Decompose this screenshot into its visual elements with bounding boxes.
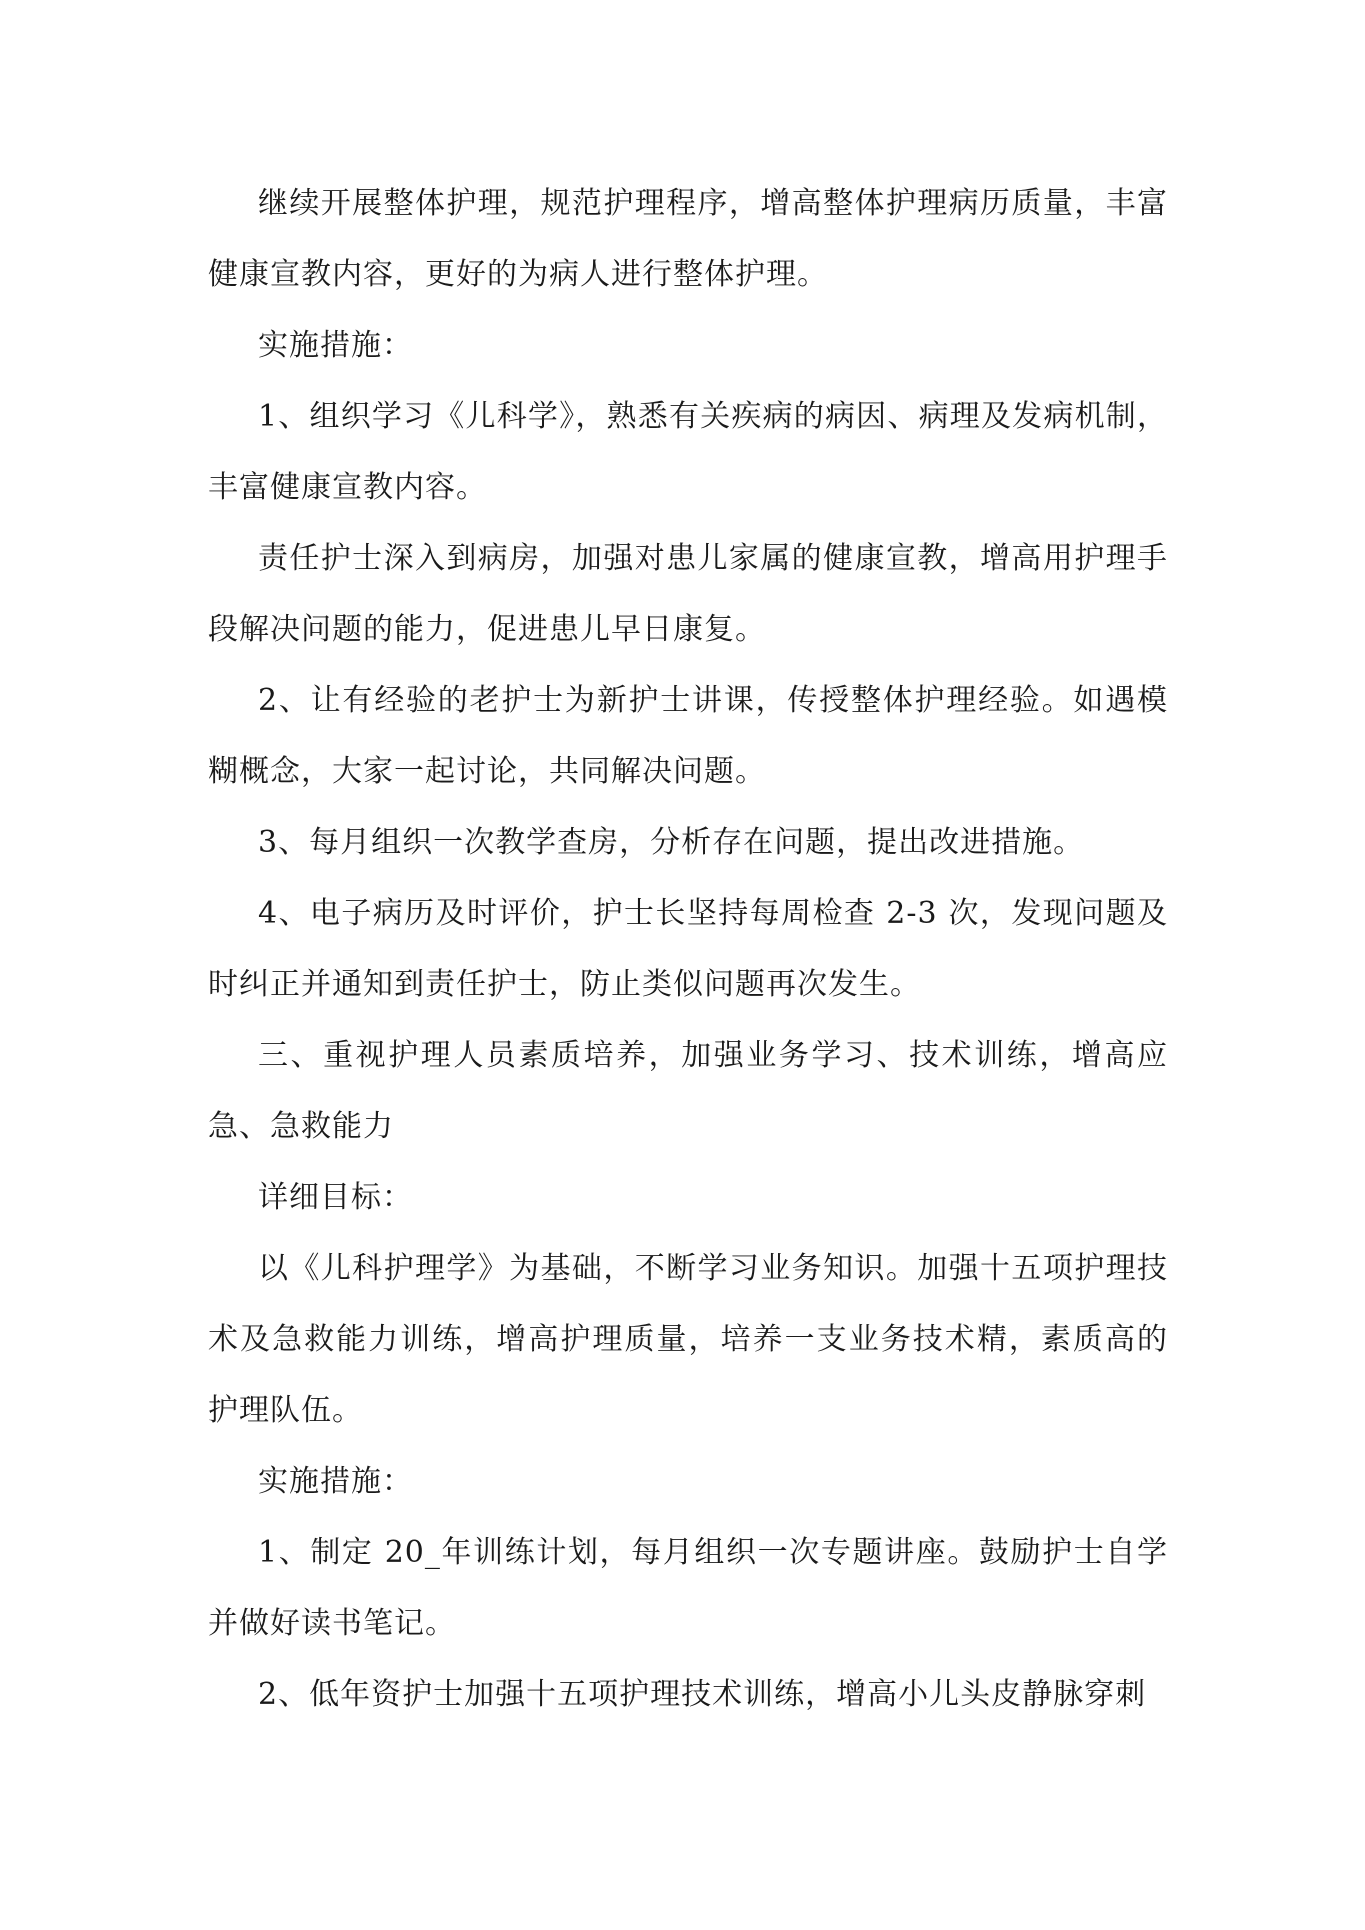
document-body [208, 168, 1168, 1730]
list-item-junior-nurses: 2、低年资护士加强十五项护理技术训练，增高小儿头皮静脉穿刺 [258, 1677, 1147, 1712]
section-heading-quality-training: 三、重视护理人员素质培养，加强业务学习、技术训练，增高应急、急救能力 [208, 1038, 1168, 1144]
heading-implementation-measures: 实施措施： [258, 328, 413, 363]
paragraph-pediatric-nursing-basis: 以《儿科护理学》为基础，不断学习业务知识。加强十五项护理技术及急救能力训练，增高护理质量，培养一支业务技术精，素质高的护理队伍。 [208, 1251, 1168, 1428]
list-item-teaching-rounds: 3、每月组织一次教学查房，分析存在问题，提出改进措施。 [258, 825, 1085, 860]
list-item-study-pediatrics: 1、组织学习《儿科学》，熟悉有关疾病的病因、病理及发病机制，丰富健康宣教内容。 [208, 399, 1168, 505]
heading-detailed-goals: 详细目标： [258, 1180, 413, 1215]
paragraph-holistic-nursing: 继续开展整体护理，规范护理程序，增高整体护理病历质量，丰富健康宣教内容，更好的为病人进行整体护理。 [208, 186, 1168, 292]
list-item-experienced-nurses: 2、让有经验的老护士为新护士讲课，传授整体护理经验。如遇模糊概念，大家一起讨论，共同解决问题。 [208, 683, 1168, 789]
list-item-training-plan: 1、制定 20_年训练计划，每月组织一次专题讲座。鼓励护士自学并做好读书笔记。 [208, 1535, 1168, 1641]
heading-implementation-measures-2: 实施措施： [258, 1464, 413, 1499]
list-item-electronic-records: 4、电子病历及时评价，护士长坚持每周检查 2-3 次，发现问题及时纠正并通知到责任护士，防止类似问题再次发生。 [208, 896, 1168, 1002]
paragraph-responsible-nurse: 责任护士深入到病房，加强对患儿家属的健康宣教，增高用护理手段解决问题的能力，促进患儿早日康复。 [208, 541, 1168, 647]
